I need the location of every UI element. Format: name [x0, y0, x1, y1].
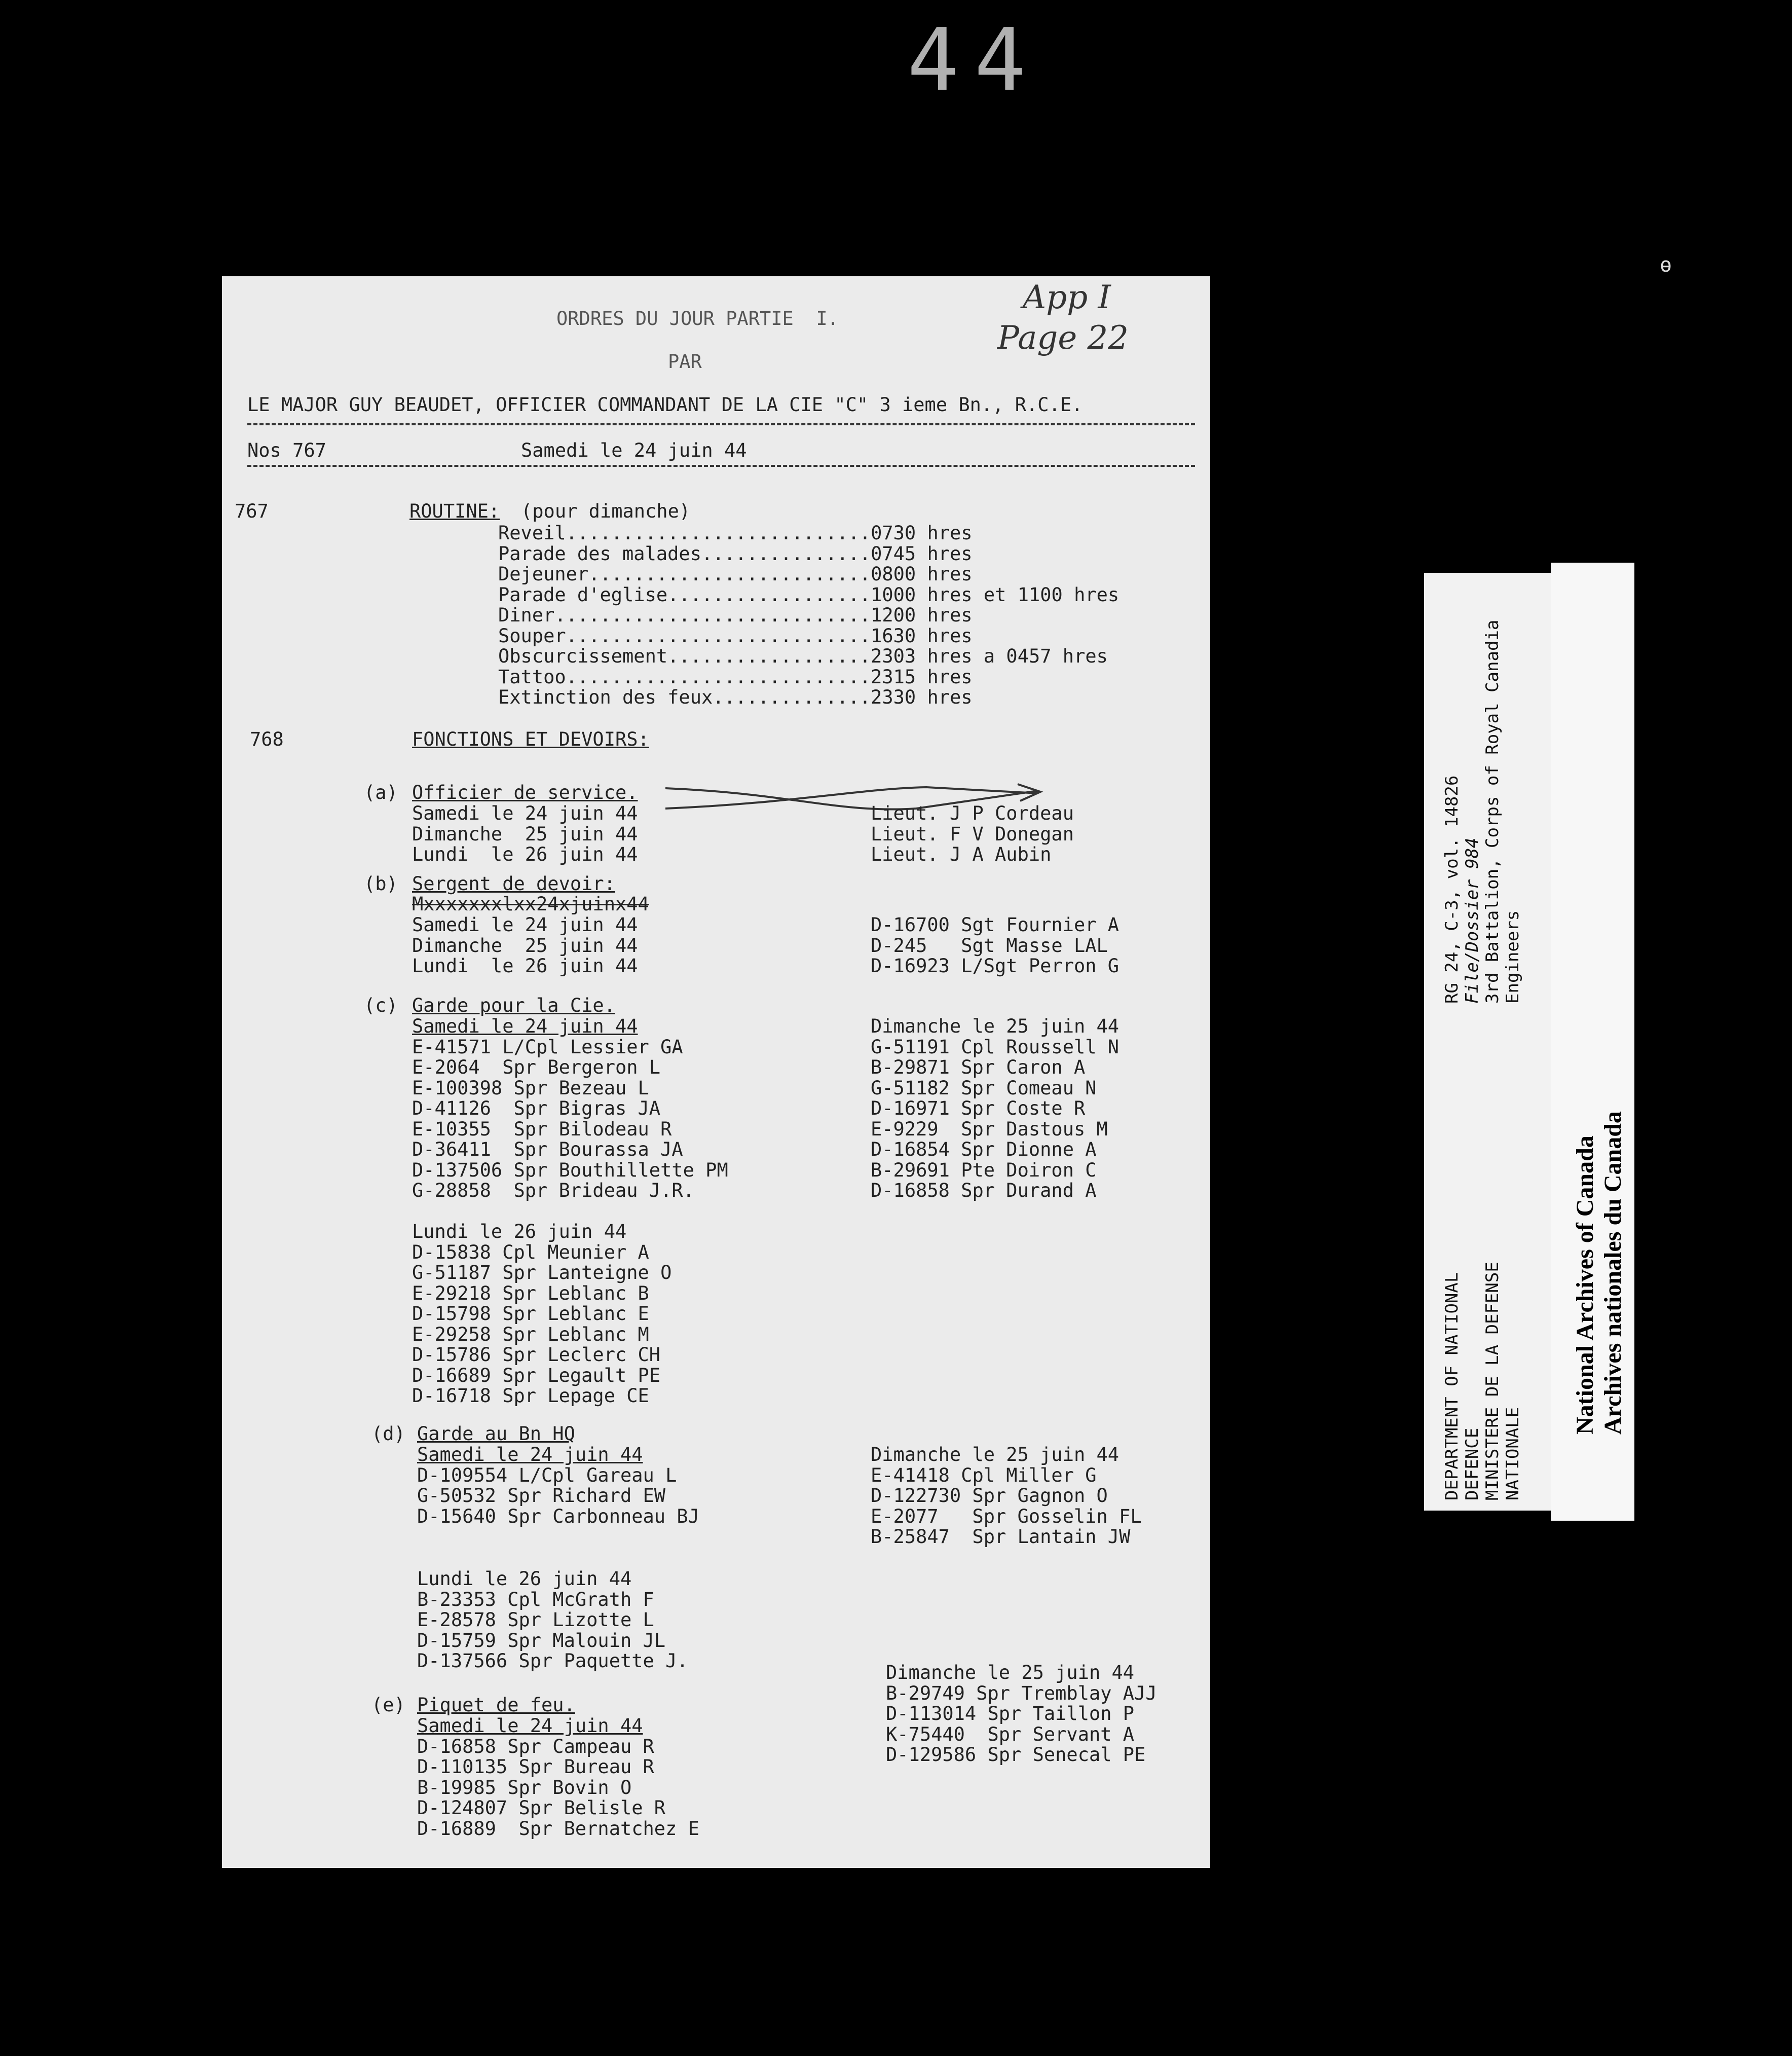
list-item: D-16700 Sgt Fournier A [871, 914, 1119, 936]
section-a-heading: Officier de service. [412, 782, 638, 803]
list-item: D-15759 Spr Malouin JL [417, 1629, 666, 1651]
list-item: Lundi le 26 juin 44 [412, 955, 638, 977]
list-item: G-51182 Spr Comeau N [871, 1077, 1097, 1099]
list-item: E-41418 Cpl Miller G [871, 1464, 1097, 1486]
list-item: E-28578 Spr Lizotte L [417, 1609, 654, 1631]
date-heading: Dimanche le 25 juin 44 [871, 1444, 1119, 1465]
list-item: E-2077 Spr Gosselin FL [871, 1505, 1142, 1527]
list-item: D-109554 L/Cpl Gareau L [417, 1464, 677, 1486]
handwritten-appendix: App I [1023, 279, 1111, 316]
section-c-lundi [412, 1222, 671, 1407]
section-c-samedi [412, 1016, 728, 1201]
list-item: G-50532 Spr Richard EW [417, 1485, 666, 1507]
list-item: Souper...........................1630 hres [498, 625, 973, 647]
section-a-dates [412, 803, 638, 865]
date-heading: Samedi le 24 juin 44 [412, 1015, 638, 1037]
list-item: Lieut. J P Cordeau [871, 802, 1074, 824]
section-e-heading: Piquet de feu. [417, 1694, 575, 1716]
list-item: Samedi le 24 juin 44 [412, 914, 638, 936]
date-heading: Dimanche le 25 juin 44 [871, 1015, 1119, 1037]
order-768-number: 768 [250, 728, 284, 750]
list-item: Lundi le 26 juin 44 [412, 843, 638, 865]
archives-label-fr: Archives nationales du Canada [1599, 1111, 1626, 1435]
list-item: D-36411 Spr Bourassa JA [412, 1139, 683, 1160]
section-d-lundi [417, 1569, 688, 1672]
department-line-2: DEFENCE [1462, 1427, 1482, 1500]
routine-list [498, 523, 1119, 708]
order-numbers: Nos 767 [247, 439, 326, 461]
archive-reference-stamp [1424, 573, 1556, 1511]
list-item: D-41126 Spr Bigras JA [412, 1097, 661, 1119]
routine-note: (pour dimanche) [521, 500, 691, 522]
list-item: Lieut. J A Aubin [871, 843, 1052, 865]
list-item: Samedi le 24 juin 44 [412, 802, 638, 824]
archives-label [1551, 563, 1634, 1521]
list-item: D-16971 Spr Coste R [871, 1097, 1086, 1119]
list-item: D-129586 Spr Senecal PE [886, 1744, 1146, 1766]
list-item: Reveil...........................0730 hres [498, 522, 973, 544]
list-item: Diner............................1200 hres [498, 604, 973, 626]
list-item: E-2064 Spr Bergeron L [412, 1056, 661, 1078]
list-item: K-75440 Spr Servant A [886, 1723, 1135, 1745]
section-d-heading: Garde au Bn HQ [417, 1423, 575, 1445]
header-date: Samedi le 24 juin 44 [521, 439, 747, 461]
list-item: Lieut. F V Donegan [871, 823, 1074, 845]
struck-line: Mxxxxxxxlxx24xjuinx44 [412, 893, 649, 915]
date-heading: Dimanche le 25 juin 44 [886, 1662, 1135, 1683]
unit-line-2: Engineers [1503, 910, 1523, 1004]
list-item: D-16923 L/Sgt Perron G [871, 955, 1119, 977]
list-item: E-9229 Spr Dastous M [871, 1118, 1108, 1140]
record-group: RG 24, C-3, vol. 14826 [1442, 775, 1462, 1004]
unit-line-1: 3rd Battalion, Corps of Royal Canadia [1482, 619, 1503, 1004]
list-item: D-16718 Spr Lepage CE [412, 1385, 649, 1407]
date-heading: Samedi le 24 juin 44 [417, 1715, 643, 1737]
list-item: Tattoo...........................2315 hres [498, 666, 973, 688]
section-d-label: (d) [371, 1423, 405, 1445]
order-767-number: 767 [235, 500, 269, 522]
list-item: D-137566 Spr Paquette J. [417, 1650, 688, 1672]
list-item: Parade des malades...............0745 hres [498, 542, 973, 565]
section-b-heading: Sergent de devoir: [412, 873, 615, 895]
section-b-dates [412, 915, 638, 977]
document-page [222, 276, 1210, 1868]
department-line-1: DEPARTMENT OF NATIONAL [1442, 1272, 1462, 1500]
list-item: E-100398 Spr Bezeau L [412, 1077, 649, 1099]
list-item: B-25847 Spr Lantain JW [871, 1526, 1131, 1548]
list-item: B-29871 Spr Caron A [871, 1056, 1086, 1078]
list-item: Dimanche 25 juin 44 [412, 934, 638, 957]
section-e-label: (e) [371, 1694, 405, 1716]
section-d-dimanche [871, 1445, 1142, 1548]
list-item: D-16689 Spr Legault PE [412, 1364, 661, 1386]
department-line-3: MINISTERE DE LA DEFENSE [1482, 1262, 1503, 1500]
section-c-dimanche [871, 1016, 1119, 1201]
list-item: Parade d'eglise..................1000 hres et 1100 hres [498, 583, 1119, 606]
list-item: E-29258 Spr Leblanc M [412, 1323, 649, 1345]
list-item: E-41571 L/Cpl Lessier GA [412, 1036, 683, 1058]
list-item: D-16889 Spr Bernatchez E [417, 1817, 699, 1840]
list-item: D-15838 Cpl Meunier A [412, 1241, 649, 1263]
list-item: E-10355 Spr Bilodeau R [412, 1118, 672, 1140]
archives-label-en: National Archives of Canada [1572, 1135, 1598, 1435]
list-item: G-51187 Spr Lanteigne O [412, 1262, 672, 1283]
list-item: G-28858 Spr Brideau J.R. [412, 1180, 694, 1201]
fonctions-heading: FONCTIONS ET DEVOIRS: [412, 728, 649, 750]
list-item: D-124807 Spr Belisle R [417, 1797, 666, 1819]
list-item: D-16858 Spr Campeau R [417, 1735, 654, 1757]
list-item: B-29691 Pte Doiron C [871, 1159, 1097, 1181]
list-item: Dimanche 25 juin 44 [412, 823, 638, 845]
list-item: D-16854 Spr Dionne A [871, 1139, 1097, 1160]
page-number: 44 [907, 10, 1041, 111]
list-item: B-23353 Cpl McGrath F [417, 1588, 654, 1610]
list-item: Extinction des feux..............2330 hres [498, 686, 973, 708]
section-e-dimanche [886, 1663, 1157, 1766]
section-a-officers [871, 803, 1074, 865]
header-rule-top [247, 423, 1195, 425]
section-d-samedi [417, 1445, 699, 1527]
list-item: D-245 Sgt Masse LAL [871, 934, 1108, 957]
list-item: E-29218 Spr Leblanc B [412, 1282, 649, 1304]
list-item: Obscurcissement..................2303 hres a 0457 hres [498, 645, 1108, 667]
section-c-label: (c) [364, 995, 398, 1016]
section-a-label: (a) [364, 782, 398, 803]
list-item: D-15798 Spr Leblanc E [412, 1303, 649, 1325]
date-heading: Lundi le 26 juin 44 [417, 1568, 632, 1590]
date-heading: Samedi le 24 juin 44 [417, 1444, 643, 1465]
list-item: D-137506 Spr Bouthillette PM [412, 1159, 728, 1181]
section-b-sergeants [871, 915, 1119, 977]
list-item: D-15786 Spr Leclerc CH [412, 1344, 661, 1366]
list-item: D-110135 Spr Bureau R [417, 1756, 654, 1778]
routine-heading: ROUTINE: [409, 500, 500, 522]
department-line-4: NATIONALE [1503, 1407, 1523, 1500]
header-rule-bottom [247, 465, 1195, 467]
list-item: B-29749 Spr Tremblay AJJ [886, 1682, 1157, 1704]
section-b-label: (b) [364, 873, 398, 895]
handwritten-page: Page 22 [997, 319, 1129, 357]
date-heading: Lundi le 26 juin 44 [412, 1221, 627, 1242]
list-item: D-15640 Spr Carbonneau BJ [417, 1505, 699, 1527]
list-item: D-16858 Spr Durand A [871, 1180, 1097, 1201]
list-item: G-51191 Cpl Roussell N [871, 1036, 1119, 1058]
section-c-heading: Garde pour la Cie. [412, 995, 615, 1016]
file-number: File/Dossier 984 [1462, 837, 1482, 1004]
document-title: ORDRES DU JOUR PARTIE I. [556, 308, 839, 329]
list-item: Dejeuner.........................0800 hres [498, 563, 973, 585]
par-line: PAR [668, 351, 702, 373]
section-e-samedi [417, 1716, 699, 1839]
officer-line: LE MAJOR GUY BEAUDET, OFFICIER COMMANDANT DE LA CIE "C" 3 ieme Bn., R.C.E. [247, 394, 1083, 416]
film-speck: ɵ [1660, 253, 1672, 277]
list-item: D-122730 Spr Gagnon O [871, 1485, 1108, 1507]
list-item: B-19985 Spr Bovin O [417, 1776, 632, 1798]
list-item: D-113014 Spr Taillon P [886, 1703, 1135, 1724]
